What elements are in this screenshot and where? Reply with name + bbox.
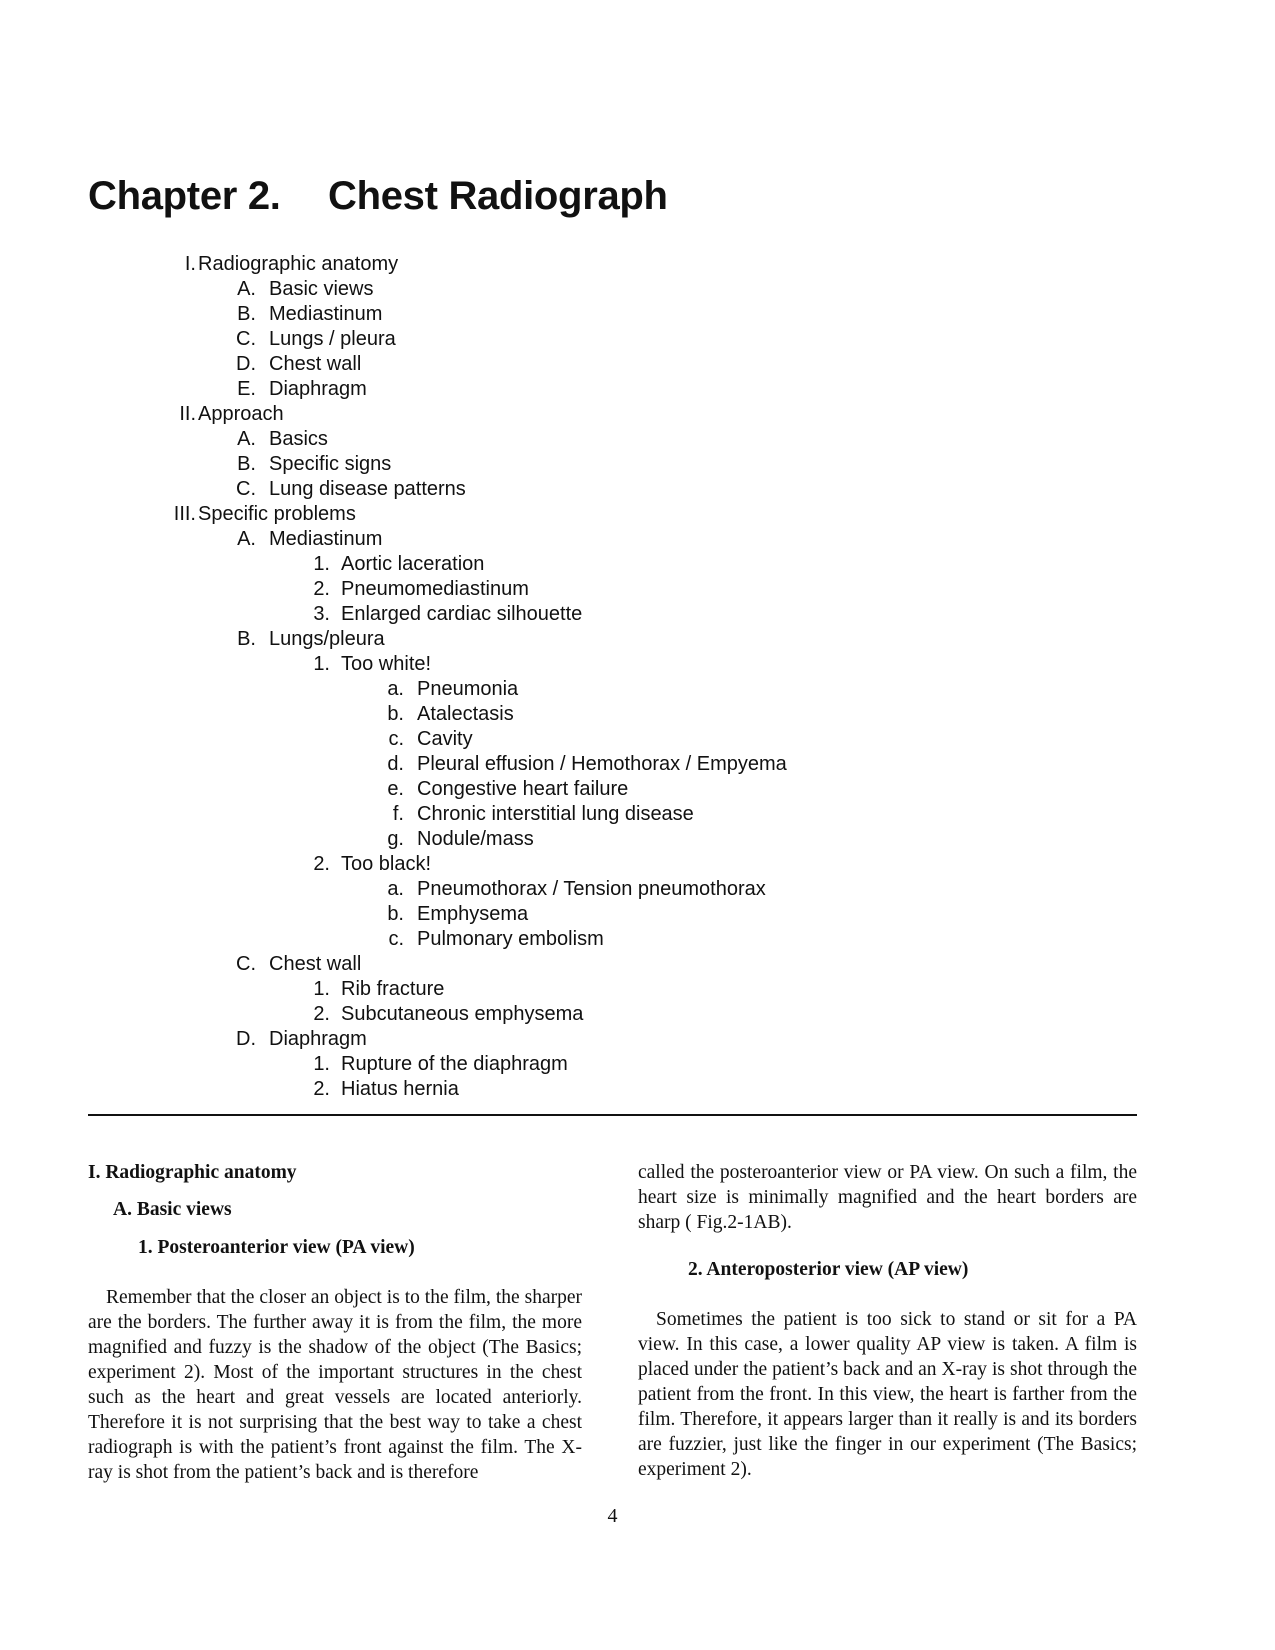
outline-text: Rupture of the diaphragm [341,1053,568,1075]
outline-marker: B. [237,453,256,475]
outline-text: Enlarged cardiac silhouette [341,603,583,625]
outline-item [0,927,1275,952]
outline-marker: a. [387,878,404,900]
outline-marker: B. [237,628,256,650]
outline-item [0,402,1275,427]
outline-text: Pneumomediastinum [341,578,529,600]
outline-item [0,452,1275,477]
section-heading: I. Radiographic anatomy [88,1162,297,1183]
outline-text: Diaphragm [269,1028,367,1050]
chapter-number: Chapter 2. [88,174,281,218]
outline-marker: c. [388,728,404,750]
outline-marker: b. [387,903,404,925]
outline-item [0,252,1275,277]
outline-text: Lungs/pleura [269,628,385,650]
outline-item [0,777,1275,802]
outline-item [0,577,1275,602]
outline-item [0,502,1275,527]
outline-text: Mediastinum [269,528,383,550]
outline-marker: III. [173,503,196,525]
outline-text: Pleural effusion / Hemothorax / Empyema [417,753,787,775]
outline-text: Diaphragm [269,378,367,400]
outline-text: Pneumonia [417,678,519,700]
outline-marker: D. [236,353,256,375]
outline-marker: 1. [313,978,330,1000]
outline-item [0,302,1275,327]
outline-item [0,852,1275,877]
outline-marker: g. [387,828,404,850]
outline-marker: II. [179,403,196,425]
left-column [88,1160,582,1485]
outline-text: Emphysema [417,903,529,925]
outline-item [0,1077,1275,1102]
outline-marker: 3. [313,603,330,625]
outline-marker: c. [388,928,404,950]
outline-marker: 2. [313,1078,330,1100]
outline-marker: e. [387,778,404,800]
chapter-name: Chest Radiograph [328,174,668,218]
outline-text: Chronic interstitial lung disease [417,803,694,825]
outline-text: Lungs / pleura [269,328,396,350]
outline-text: Chest wall [269,353,362,375]
outline-item [0,727,1275,752]
outline-item [0,627,1275,652]
outline-marker: d. [387,753,404,775]
outline-marker: 2. [313,1003,330,1025]
outline-item [0,327,1275,352]
outline-item [0,1027,1275,1052]
outline-marker: I. [184,253,196,275]
outline-marker: 2. [313,853,330,875]
outline-item [0,1002,1275,1027]
outline-text: Specific signs [269,453,392,475]
right-column [638,1160,1137,1482]
outline-item [0,752,1275,777]
outline-text: Cavity [417,728,473,750]
outline-item [0,352,1275,377]
section-divider [88,1114,1137,1116]
outline-text: Aortic laceration [341,553,485,575]
outline-marker: E. [237,378,256,400]
outline-text: Radiographic anatomy [198,253,399,275]
outline-marker: C. [236,953,256,975]
body-paragraph-continued: called the posteroanterior view or PA view. On such a film, the heart size is minimally magnified and the heart borders are sharp ( Fig.2-1AB). [638,1162,1137,1233]
outline-text: Nodule/mass [417,828,534,850]
subsection-heading: A. Basic views [113,1199,232,1220]
outline-marker: f. [392,803,404,825]
outline-text: Rib fracture [341,978,445,1000]
outline-marker: A. [237,278,256,300]
outline-text: Chest wall [269,953,362,975]
outline-text: Hiatus hernia [341,1078,459,1100]
outline-item [0,602,1275,627]
outline-item [0,277,1275,302]
chapter-title [88,172,668,220]
body-paragraph: Sometimes the patient is too sick to stand or sit for a PA view. In this case, a lower quality AP view is taken. A film is placed under the patient’s back and an X-ray is shot through the patient from the front. In this view, the heart is farther from the film. Therefore, it appears larger than it really is and its borders are fuzzier, just like the finger in our experiment (The Basics; experiment 2). [638,1309,1137,1480]
outline-item [0,427,1275,452]
body-paragraph: Remember that the closer an object is to the film, the sharper are the borders. The further away it is from the film, the more magnified and fuzzy is the shadow of the object (The Basics; experiment 2). Most of the important structures in the chest such as the heart and great vessels are located anteriorly. Therefore it is not surprising that the best way to take a chest radiograph is with the patient’s front against the film. The X-ray is shot from the patient’s back and is therefore [88,1287,582,1483]
outline-item [0,652,1275,677]
subsubsection-heading: 2. Anteroposterior view (AP view) [688,1259,969,1280]
outline-text: Pneumothorax / Tension pneumothorax [417,878,766,900]
outline-item [0,377,1275,402]
outline-marker: b. [387,703,404,725]
outline-item [0,902,1275,927]
outline-text: Approach [198,403,284,425]
outline-text: Congestive heart failure [417,778,629,800]
outline-text: Atalectasis [417,703,514,725]
outline-marker: A. [237,428,256,450]
outline-item [0,677,1275,702]
outline-text: Basics [269,428,328,450]
outline-marker: D. [236,1028,256,1050]
outline-text: Specific problems [198,503,356,525]
outline-text: Subcutaneous emphysema [341,1003,584,1025]
outline-marker: 2. [313,578,330,600]
outline-item [0,477,1275,502]
outline-text: Too white! [341,653,432,675]
outline-item [0,952,1275,977]
subsubsection-heading: 1. Posteroanterior view (PA view) [138,1237,415,1258]
outline-marker: C. [236,478,256,500]
outline-text: Lung disease patterns [269,478,466,500]
outline-text: Too black! [341,853,432,875]
outline-item [0,1052,1275,1077]
outline-marker: 1. [313,653,330,675]
page-number [0,1504,1275,1529]
page-number-text: 4 [607,1505,618,1527]
outline-item [0,552,1275,577]
outline-item [0,802,1275,827]
outline-text: Pulmonary embolism [417,928,604,950]
outline-marker: a. [387,678,404,700]
outline-item [0,702,1275,727]
outline-marker: 1. [313,553,330,575]
outline-marker: 1. [313,1053,330,1075]
outline-marker: C. [236,328,256,350]
outline-text: Basic views [269,278,374,300]
chapter-outline [0,252,1275,1102]
outline-item [0,827,1275,852]
outline-marker: A. [237,528,256,550]
outline-item [0,877,1275,902]
outline-item [0,527,1275,552]
outline-marker: B. [237,303,256,325]
outline-text: Mediastinum [269,303,383,325]
outline-item [0,977,1275,1002]
